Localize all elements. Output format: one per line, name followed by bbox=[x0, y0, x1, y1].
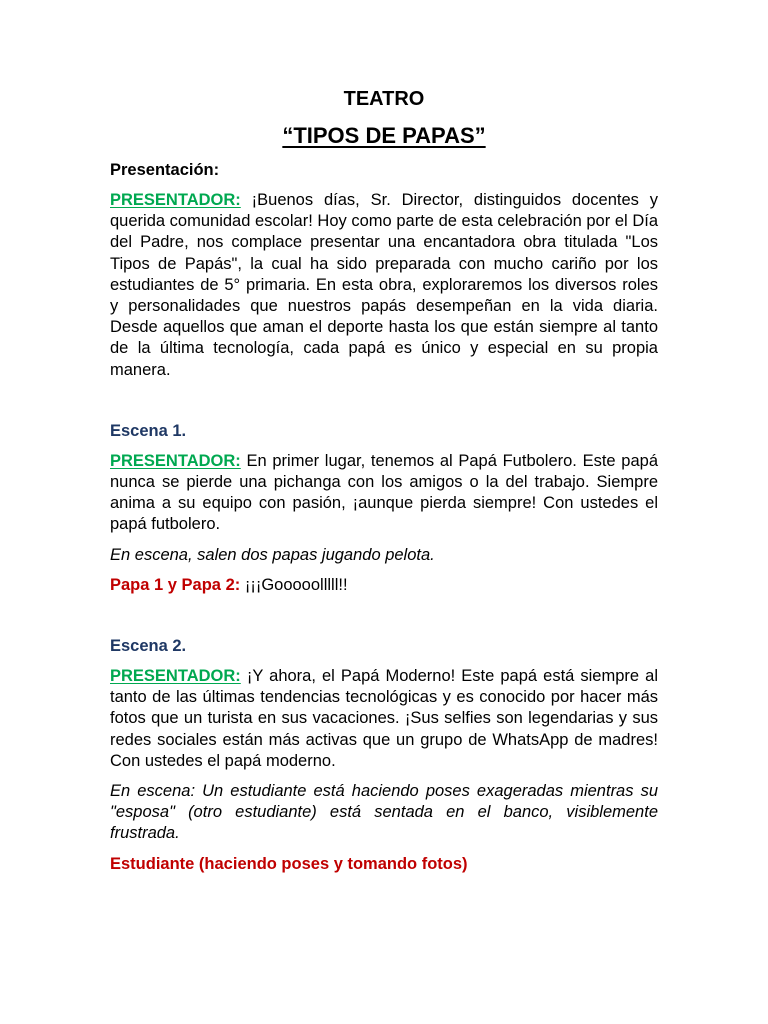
scene-1-dialogue-text: ¡¡¡Gooooolllll!! bbox=[240, 575, 348, 594]
scene-1-paragraph bbox=[110, 451, 658, 536]
scene-2-stage-direction: En escena: Un estudiante está haciendo poses exageradas mientras su "esposa" (otro estudiante) está sentada en el banco, visiblemente frustrada. bbox=[110, 782, 658, 843]
scene-2-heading: Escena 2. bbox=[110, 637, 187, 656]
scene-2-paragraph bbox=[110, 666, 658, 772]
play-title bbox=[110, 122, 658, 150]
scene-2-dialogue-speaker: Estudiante (haciendo poses y tomando fotos) bbox=[110, 854, 468, 873]
presentation-paragraph bbox=[110, 190, 658, 381]
presentation-text: ¡Buenos días, Sr. Director, distinguidos docentes y querida comunidad escolar! Hoy como parte de esta celebración por el Día del Padre, nos complace presentar una encantadora obra titulada "Los Tipos de Papás", la cual ha sido preparada con mucho cariño por los estudiantes de 5° primaria. En esta obra, exploraremos los diversos roles y personalidades que nuestros papás desempeñan en la vida diaria. Desde aquellos que aman el deporte hasta los que están siempre al tanto de la última tecnología, cada papá es único y especial en su propia manera. bbox=[110, 191, 658, 379]
scene-1-heading: Escena 1. bbox=[110, 421, 187, 440]
play-title-text: “TIPOS DE PAPAS” bbox=[282, 123, 486, 148]
scene-1-text: En primer lugar, tenemos al Papá Futbolero. Este papá nunca se pierde una pichanga con los amigos o la del trabajo. Siempre anima a su equipo con pasión, ¡aunque pierda siempre! Con ustedes el papá futbolero. bbox=[110, 451, 658, 534]
speaker-presentador: PRESENTADOR: bbox=[110, 667, 241, 686]
speaker-presentador: PRESENTADOR: bbox=[110, 191, 241, 209]
scene-1-stage-direction: En escena, salen dos papas jugando pelota. bbox=[110, 545, 435, 564]
scene-1-dialogue bbox=[110, 575, 658, 596]
speaker-presentador: PRESENTADOR: bbox=[110, 451, 241, 470]
document-page bbox=[110, 86, 658, 875]
scene-2-text: ¡Y ahora, el Papá Moderno! Este papá está siempre al tanto de las últimas tendencias tecnológicas y es conocido por hacer más fotos que un turista en sus vacaciones. ¡Sus selfies son legendarias y sus redes sociales están más activas que un grupo de WhatsApp de madres! Con ustedes el papá moderno. bbox=[110, 667, 658, 770]
presentation-heading: Presentación: bbox=[110, 161, 220, 179]
document-title: TEATRO bbox=[343, 88, 425, 110]
speaker-papas: Papa 1 y Papa 2: bbox=[110, 575, 241, 594]
